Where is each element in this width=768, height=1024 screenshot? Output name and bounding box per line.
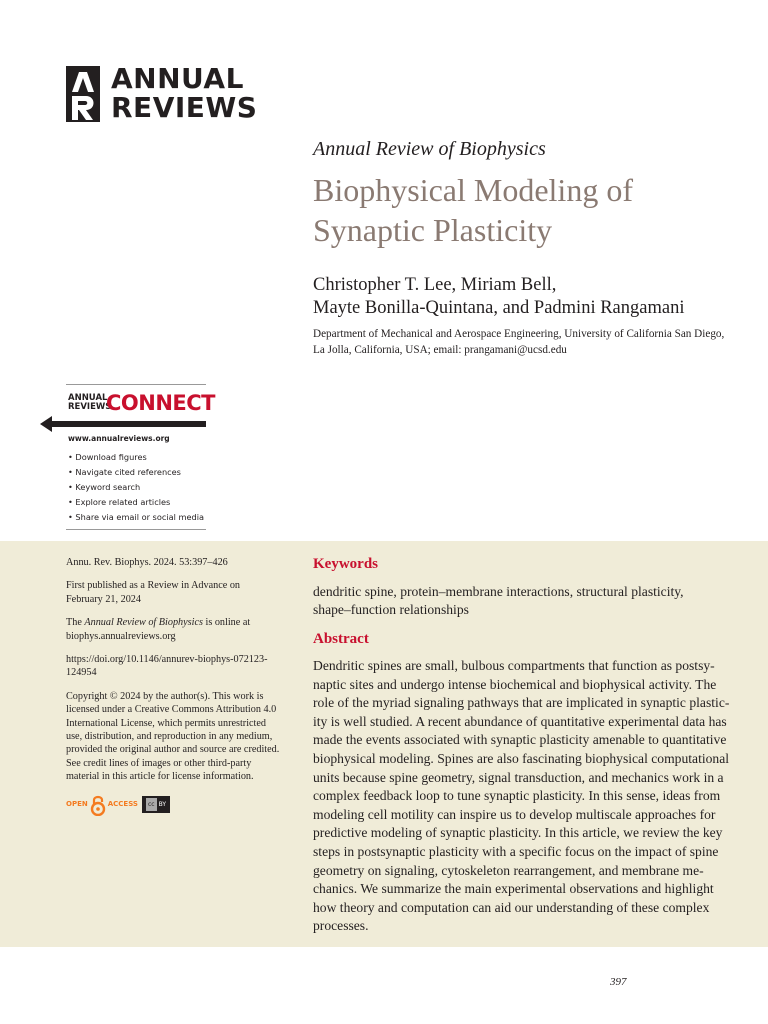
list-item: • Explore related articles xyxy=(68,497,171,507)
divider xyxy=(66,529,206,530)
citation: Annu. Rev. Biophys. 2024. 53:397–426 xyxy=(66,557,228,568)
abstract-text: Dendritic spines are small, bulbous compartments that function as postsy- naptic sites and undergo intense biochemical and biophysical activity. The role of the myriad signaling pathways that are implicated in synaptic plastic- ity is well studied. A recent abundance of quantitative experimental data has made the events associated with synaptic plasticity amenable to quantitative biophysical modeling. Spines are also fascinating biophysical computational units because spine geometry, signal transduction, and mechanics work in a complex feedback loop to tune synaptic plasticity. In this sense, ideas from modeling cell motility can inspire us to develop multiscale approaches for predictive modeling of synaptic plasticity. In this article, we review the key steps in postsynaptic plasticity with a specific focus on the impact of spine geometry on signaling, cytoskeleton rearrangement, and membrane me- chanics. We summarize the main experimental observations and highlight how theory and computation can aid our understanding of these complex processes. xyxy=(313,658,730,934)
article-metadata xyxy=(66,556,296,816)
doi-link[interactable]: https://doi.org/10.1146/annurev-biophys-072123- 124954 xyxy=(66,654,268,679)
first-published: First published as a Review in Advance on February 21, 2024 xyxy=(66,580,241,605)
online-note: The Annual Review of Biophysics is online at biophys.annualreviews.org xyxy=(66,616,296,643)
connect-url[interactable]: www.annualreviews.org xyxy=(68,434,170,443)
page-number: 397 xyxy=(610,976,627,988)
list-item: • Keyword search xyxy=(68,482,141,492)
open-access-lock-icon xyxy=(90,794,106,816)
author-list: Christopher T. Lee, Miriam Bell, Mayte Bonilla-Quintana, and Padmini Rangamani xyxy=(313,275,685,318)
list-item: • Share via email or social media xyxy=(68,512,205,522)
annual-reviews-connect-box xyxy=(66,384,215,530)
connect-brand: ANNUAL REVIEWS xyxy=(68,393,112,412)
abstract-heading: Abstract xyxy=(313,631,369,647)
arrow-left-icon xyxy=(40,416,206,432)
list-item: • Navigate cited references xyxy=(68,467,181,477)
copyright-notice: Copyright © 2024 by the author(s). This work is licensed under a Creative Commons Attribution 4.0 International License, which permits unrestricted use, distribution, and reproduction in any medium, provided the original author and source are credited. See credit lines of images or other third-party material in this article for license information. xyxy=(66,690,280,783)
list-item: • Download figures xyxy=(68,452,147,462)
annual-reviews-logo xyxy=(66,62,266,126)
affiliation: Department of Mechanical and Aerospace Engineering, University of California San Diego, La Jolla, California, USA; email: prangamani@ucsd.edu xyxy=(313,328,725,356)
open-access-badge: OPEN ACCESS cc BY xyxy=(66,794,296,816)
article-title: Biophysical Modeling of Synaptic Plasticity xyxy=(313,172,633,248)
ar-monogram-icon xyxy=(66,66,100,122)
journal-name: Annual Review of Biophysics xyxy=(313,138,546,160)
connect-features-list xyxy=(68,450,204,525)
journal-url-link[interactable]: biophys.annualreviews.org xyxy=(66,630,176,642)
divider xyxy=(66,384,206,385)
connect-wordmark: CONNECT xyxy=(106,391,215,415)
keywords-list: dendritic spine, protein–membrane interactions, structural plasticity, shape–function relationships xyxy=(313,584,684,617)
logo-wordmark: ANNUAL REVIEWS xyxy=(111,62,258,124)
cc-by-license-icon: cc BY xyxy=(142,796,170,813)
keywords-heading: Keywords xyxy=(313,556,378,572)
